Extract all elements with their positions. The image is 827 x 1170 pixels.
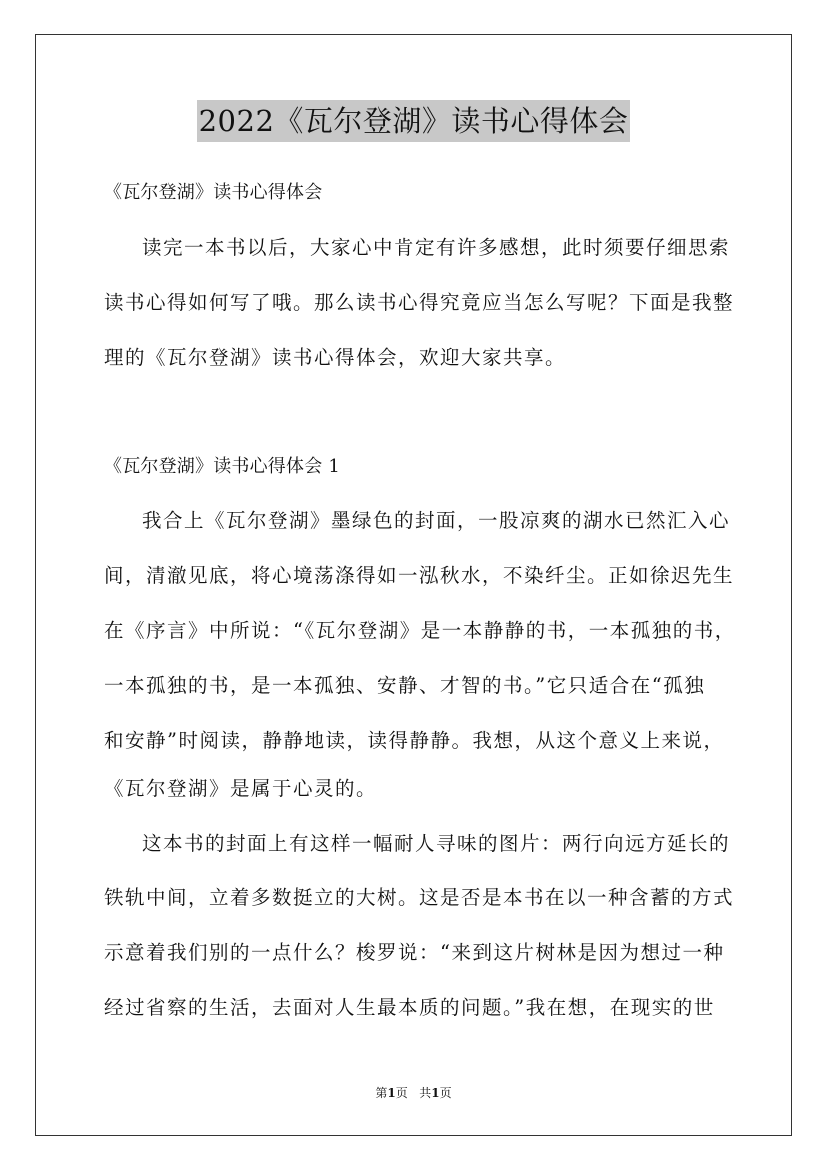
- total-pages: 1: [431, 1086, 440, 1100]
- section-heading: 《瓦尔登湖》读书心得体会 1: [104, 456, 340, 477]
- paragraph-line: 《瓦尔登湖》是属于心灵的。: [104, 777, 378, 800]
- paragraph-line: 一本孤独的书，是一本孤独、安静、才智的书。”它只适合在“孤独: [104, 674, 706, 697]
- subtitle: 《瓦尔登湖》读书心得体会: [104, 182, 323, 203]
- page-label: 第: [375, 1086, 388, 1100]
- paragraph-line: 和安静”时阅读，静静地读，读得静静。我想，从这个意义上来说，: [104, 729, 725, 752]
- paragraph-line: 间，清澈见底，将心境荡涤得如一泓秋水，不染纤尘。正如徐迟先生: [104, 564, 735, 587]
- paragraph-line: 经过省察的生活，去面对人生最本质的问题。”我在想，在现实的世: [104, 996, 715, 1019]
- paragraph-line: 在《序言》中所说：“《瓦尔登湖》是一本静静的书，一本孤独的书，: [104, 619, 736, 642]
- total-label: 页: [439, 1086, 452, 1100]
- total-label: 共: [419, 1086, 432, 1100]
- page-number: 1: [387, 1086, 396, 1100]
- paragraph-line: 这本书的封面上有这样一幅耐人寻味的图片：两行向远方延长的: [142, 832, 731, 855]
- page-label: 页: [395, 1086, 408, 1100]
- paragraph-line: 我合上《瓦尔登湖》墨绿色的封面，一股凉爽的湖水已然汇入心: [142, 509, 731, 532]
- intro-line: 读完一本书以后，大家心中肯定有许多感想，此时须要仔细思索: [142, 236, 731, 259]
- intro-line: 理的《瓦尔登湖》读书心得体会，欢迎大家共享。: [104, 346, 567, 369]
- document-title: 2022《瓦尔登湖》读书心得体会: [197, 100, 631, 142]
- page-footer: [0, 1084, 827, 1101]
- paragraph-line: 示意着我们别的一点什么？梭罗说：“来到这片树林是因为想过一种: [104, 941, 725, 964]
- intro-line: 读书心得如何写了哦。那么读书心得究竟应当怎么写呢？下面是我整: [104, 291, 735, 314]
- paragraph-line: 铁轨中间，立着多数挺立的大树。这是否是本书在以一种含蓄的方式: [104, 886, 735, 909]
